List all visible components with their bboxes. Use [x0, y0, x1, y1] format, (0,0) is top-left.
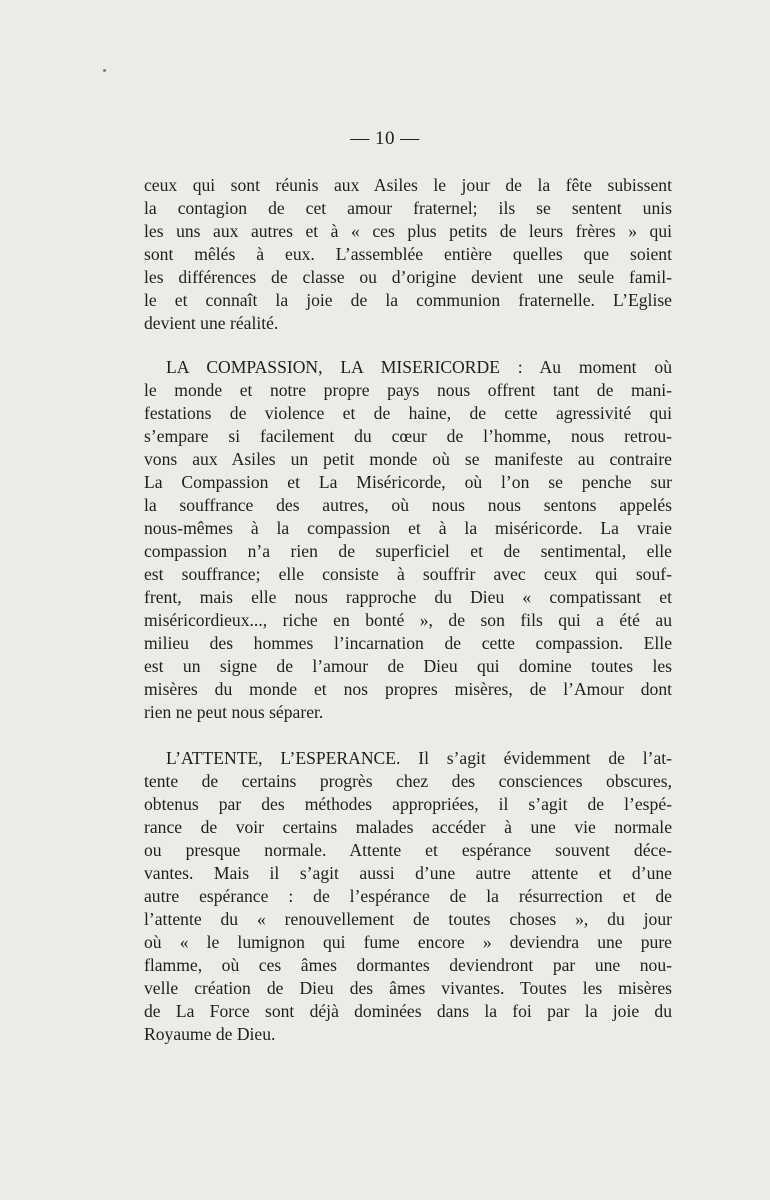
paragraph-fraternity [144, 174, 672, 335]
text-line: sont mêlés à eux. L’assemblée entière quelles que soient [144, 244, 672, 264]
page-number: — 10 — [350, 128, 420, 149]
text-line: vons aux Asiles un petit monde où se manifeste au contraire [144, 449, 672, 469]
text-line: miséricordieux..., riche en bonté », de son fils qui a été au [144, 610, 672, 630]
paragraph-hope [144, 747, 672, 1046]
paragraph-compassion [144, 356, 672, 724]
text-line: vantes. Mais il s’agit aussi d’une autre attente et d’une [144, 863, 672, 883]
text-line: Royaume de Dieu. [144, 1024, 276, 1044]
text-line: ceux qui sont réunis aux Asiles le jour de la fête subissent [144, 175, 672, 195]
text-line: les uns aux autres et à « ces plus petits de leurs frères » qui [144, 221, 672, 241]
text-line: les différences de classe ou d’origine devient une seule famil- [144, 267, 672, 287]
text-line: La Compassion et La Miséricorde, où l’on se penche sur [144, 472, 672, 492]
text-line: frent, mais elle nous rapproche du Dieu « compatissant et [144, 587, 672, 607]
text-line: flamme, où ces âmes dormantes deviendront par une nou- [144, 955, 672, 975]
text-line: s’empare si facilement du cœur de l’homme, nous retrou- [144, 426, 672, 446]
paper-speck [103, 69, 106, 72]
text-line: est souffrance; elle consiste à souffrir avec ceux qui souf- [144, 564, 672, 584]
text-line: ou presque normale. Attente et espérance souvent déce- [144, 840, 672, 860]
text-line: l’attente du « renouvellement de toutes choses », du jour [144, 909, 672, 929]
text-line: autre espérance : de l’espérance de la résurrection et de [144, 886, 672, 906]
text-line: rien ne peut nous séparer. [144, 702, 324, 722]
text-line: festations de violence et de haine, de cette agressivité qui [144, 403, 672, 423]
text-line: la souffrance des autres, où nous nous sentons appelés [144, 495, 672, 515]
text-line: le monde et notre propre pays nous offrent tant de mani- [144, 380, 672, 400]
text-line: velle création de Dieu des âmes vivantes. Toutes les misères [144, 978, 672, 998]
text-line: tente de certains progrès chez des consciences obscures, [144, 771, 672, 791]
text-line: LA COMPASSION, LA MISERICORDE : Au moment où [166, 357, 672, 377]
text-line: rance de voir certains malades accéder à une vie normale [144, 817, 672, 837]
text-line: milieu des hommes l’incarnation de cette compassion. Elle [144, 633, 672, 653]
text-line: où « le lumignon qui fume encore » deviendra une pure [144, 932, 672, 952]
text-line: le et connaît la joie de la communion fraternelle. L’Eglise [144, 290, 672, 310]
text-line: nous-mêmes à la compassion et à la miséricorde. La vraie [144, 518, 672, 538]
text-line: devient une réalité. [144, 313, 279, 333]
text-line: de La Force sont déjà dominées dans la foi par la joie du [144, 1001, 672, 1021]
text-line: compassion n’a rien de superficiel et de sentimental, elle [144, 541, 672, 561]
text-line: obtenus par des méthodes appropriées, il s’agit de l’espé- [144, 794, 672, 814]
text-line: la contagion de cet amour fraternel; ils se sentent unis [144, 198, 672, 218]
text-line: misères du monde et nos propres misères, de l’Amour dont [144, 679, 672, 699]
text-line: L’ATTENTE, L’ESPERANCE. Il s’agit évidemment de l’at- [166, 748, 672, 768]
text-line: est un signe de l’amour de Dieu qui domine toutes les [144, 656, 672, 676]
